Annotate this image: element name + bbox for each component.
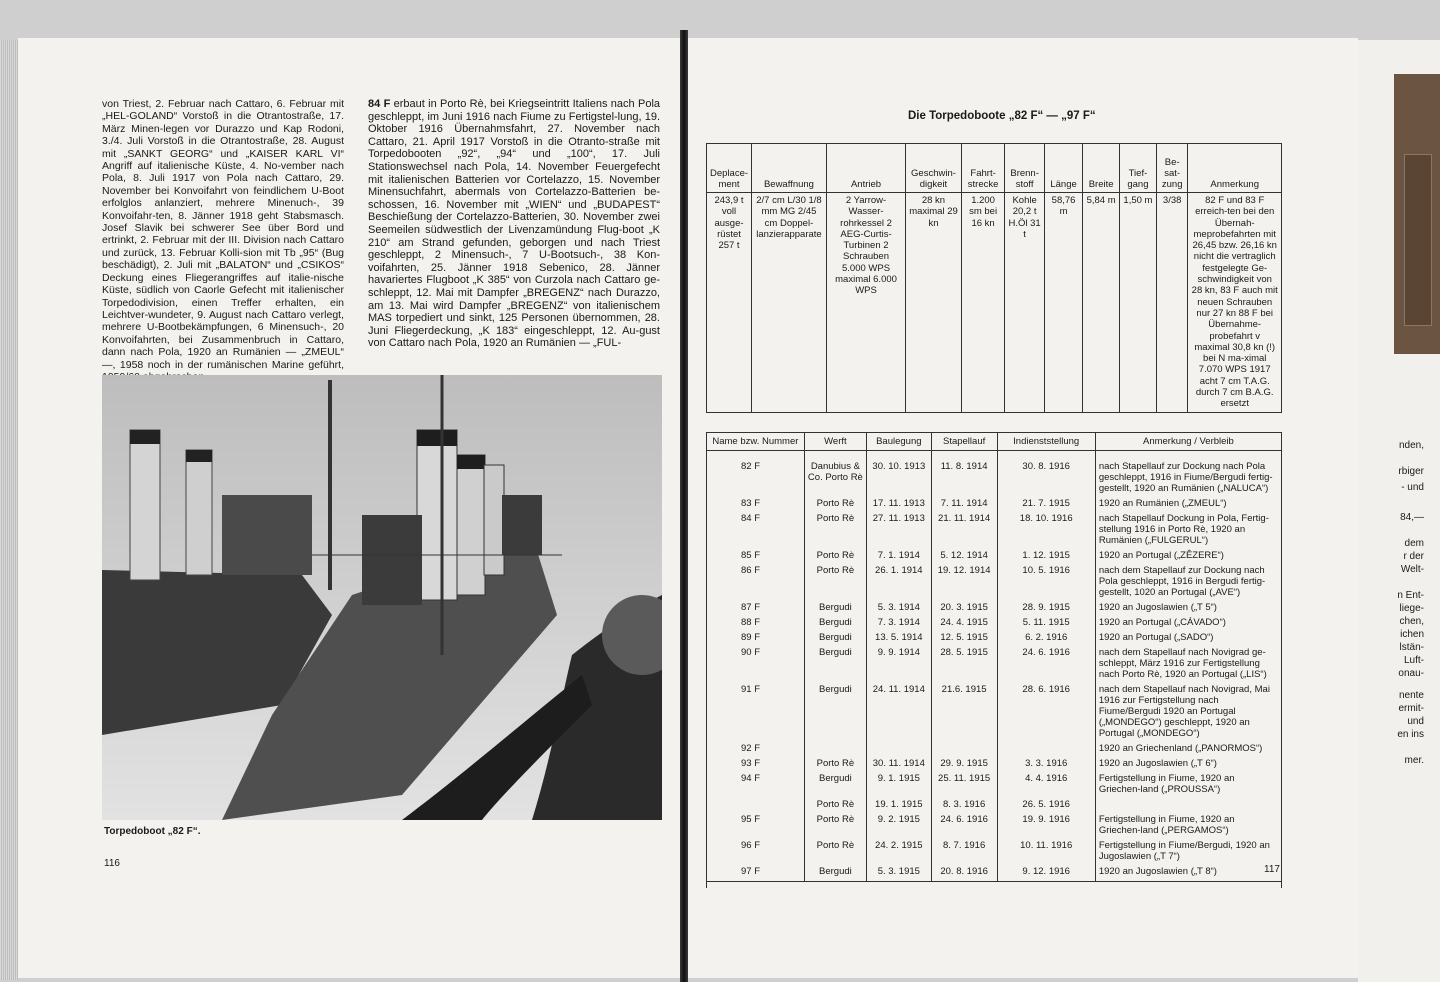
ships-header-cell: Baulegung <box>866 433 931 451</box>
ships-cell: nach Stapellauf Dockung in Pola, Fertig-stellung 1916 in Porto Rè, 1920 an Rumänien („FULGERUL“) <box>1095 513 1281 550</box>
col1-paragraph: von Triest, 2. Februar nach Cattaro, 6. Februar mit „HEL-GOLAND“ Vorstoß in die Otrantostraße, 17. März Minen-legen vor Durazzo und Kap Rodoni, 3./4. Juli Vorstoß in die Otrantostraße, 28. August mit „SANKT GEORG“ und „KAISER KARL VI“ Angriff auf italienische Küste, 4. No-vember nach Pola, 8. Juli 1917 von Pola nach Cattaro, 29. November bei Konvoifahrt von feindlichem U-Boot erfolglos anlanziert, mehrere Minenuch-, 39 Konvoifahr-ten, 8. Jänner 1918 geht Stabsmasch. Josef Slavik bei schwerer See über Bord und ertrinkt, 2. Februar mit der III. Division nach Cattaro und zurück, 13. Februar Kolli-sion mit Tb „95“ (Bug beschädigt), 2. Juli mit „BALATON“ und „CSIKOS“ Deckung eines Fliegerangriffes auf italie-nische Küste, südlich von Caorle Gefecht mit italienischer Torpedodivision, einen Treffer erhalten, ein Leichtver-wundeter, 9. August nach Cattaro verlegt, mehrere U-Bootbekämpfungen, 6 Minensuch-, 20 Konvoifahrten, bei Zusammenbruch in Cattaro, dann nach Pola, 1920 an Rumänien — „ZMEUL“ —, 1958 noch in der rumänischen Marine geführt, <box>102 98 344 371</box>
book-gutter <box>680 30 688 982</box>
ships-cell: 24. 4. 1915 <box>931 617 997 632</box>
ships-cell: 85 F <box>707 550 805 565</box>
ships-header-row <box>707 433 1282 451</box>
ships-cell: 84 F <box>707 513 805 550</box>
ships-cell: 5. 12. 1914 <box>931 550 997 565</box>
ships-cell: 9. 2. 1915 <box>866 814 931 840</box>
ships-cell: 26. 5. 1916 <box>997 799 1095 814</box>
ships-cell: 30. 11. 1914 <box>866 758 931 773</box>
spec-cell: 1,50 m <box>1119 193 1156 413</box>
table-row <box>707 550 1282 565</box>
ships-cell: 24. 6. 1916 <box>997 647 1095 684</box>
right-column-text <box>368 98 660 350</box>
ships-cell: 18. 10. 1916 <box>997 513 1095 550</box>
spec-header-row <box>707 144 1282 193</box>
next-page-fragment: liege- <box>1399 603 1424 614</box>
ships-cell: Porto Rè <box>804 565 866 602</box>
ships-cell: 4. 4. 1916 <box>997 773 1095 799</box>
spec-cell: 28 kn maximal 29 kn <box>906 193 962 413</box>
table-row <box>707 647 1282 684</box>
ships-cell: Fertigstellung in Fiume, 1920 an Griechen-land („PROUSSA“) <box>1095 773 1281 799</box>
spec-header-cell: Be-sat-zung <box>1156 144 1187 193</box>
ships-cell <box>997 743 1095 758</box>
ships-cell: 7. 3. 1914 <box>866 617 931 632</box>
ships-cell: 94 F <box>707 773 805 799</box>
ships-cell: 19. 1. 1915 <box>866 799 931 814</box>
ships-cell: 90 F <box>707 647 805 684</box>
table-row <box>707 814 1282 840</box>
ships-cell: nach dem Stapellauf nach Novigrad, Mai 1916 zur Fertigstellung nach Fiume/Bergudi 1920 an Portugal („MONDEGO“) geschleppt, 1920 an Portugal („MONDEGO“) <box>1095 684 1281 743</box>
ships-cell: 1920 an Portugal („SADO“) <box>1095 632 1281 647</box>
ships-cell: 1920 an Portugal („CÁVADO“) <box>1095 617 1281 632</box>
next-page-fragment: Welt- <box>1400 564 1424 575</box>
ships-cell: 7. 11. 1914 <box>931 498 997 513</box>
spec-data-row <box>707 193 1282 413</box>
ships-cell: 9. 1. 1915 <box>866 773 931 799</box>
spec-cell: 1.200 sm bei 16 kn <box>961 193 1005 413</box>
next-page-fragment: - und <box>1401 482 1424 493</box>
table-row <box>707 565 1282 602</box>
spec-cell: 5,84 m <box>1083 193 1120 413</box>
ships-cell: 12. 5. 1915 <box>931 632 997 647</box>
ships-cell: Porto Rè <box>804 758 866 773</box>
spec-header-cell: Deplace-ment <box>707 144 752 193</box>
ships-cell: Porto Rè <box>804 550 866 565</box>
ships-header-cell: Indienststellung <box>997 433 1095 451</box>
ships-cell: 24. 11. 1914 <box>866 684 931 743</box>
next-page-fragment: ermit- <box>1398 703 1424 714</box>
next-page-fragment: nden, <box>1398 440 1424 451</box>
next-page-fragment: ichen <box>1400 629 1424 640</box>
ships-cell: 25. 11. 1915 <box>931 773 997 799</box>
ships-cell: 8. 7. 1916 <box>931 840 997 866</box>
ships-cell: Porto Rè <box>804 513 866 550</box>
ships-cell: 91 F <box>707 684 805 743</box>
ships-cell: 5. 11. 1915 <box>997 617 1095 632</box>
spec-cell: 2 Yarrow-Wasser-rohrkessel 2 AEG-Curtis-Turbinen 2 Schrauben 5.000 WPS maximal 6.000 WPS <box>826 193 905 413</box>
next-page-tab <box>1394 74 1440 354</box>
table-row <box>707 799 1282 814</box>
ships-cell: Bergudi <box>804 647 866 684</box>
torpedo-boat-photo <box>102 375 662 820</box>
ships-header-cell: Name bzw. Nummer <box>707 433 805 451</box>
ships-cell: 20. 3. 1915 <box>931 602 997 617</box>
ships-cell: 29. 9. 1915 <box>931 758 997 773</box>
ships-cell: Bergudi <box>804 617 866 632</box>
spec-header-cell: Länge <box>1044 144 1082 193</box>
ships-cell: Bergudi <box>804 773 866 799</box>
page-number-left: 116 <box>104 858 120 869</box>
next-page-fragment: 84,— <box>1400 512 1424 523</box>
ships-cell: 10. 5. 1916 <box>997 565 1095 602</box>
next-page-fragment: dem <box>1404 538 1424 549</box>
next-page-fragment: rbiger <box>1398 466 1424 477</box>
ships-cell: 24. 6. 1916 <box>931 814 997 840</box>
next-page-fragment: onau- <box>1398 668 1424 679</box>
next-page-fragment: en ins <box>1397 729 1424 740</box>
next-page-fragment: r der <box>1403 551 1424 562</box>
ships-cell: 96 F <box>707 840 805 866</box>
ships-cell <box>804 743 866 758</box>
photo-illustration <box>102 375 662 820</box>
spec-header-cell: Antrieb <box>826 144 905 193</box>
ships-cell: 89 F <box>707 632 805 647</box>
table-row <box>707 602 1282 617</box>
ships-cell: 21. 7. 1915 <box>997 498 1095 513</box>
ships-cell: Danubius & Co. Porto Rè <box>804 451 866 499</box>
next-page-fragment: Luft- <box>1403 655 1424 666</box>
ships-cell: Porto Rè <box>804 498 866 513</box>
ships-cell: 28. 6. 1916 <box>997 684 1095 743</box>
spec-cell: 58,76 m <box>1044 193 1082 413</box>
table-row <box>707 632 1282 647</box>
spec-header-cell: Breite <box>1083 144 1120 193</box>
ships-cell: 1. 12. 1915 <box>997 550 1095 565</box>
ships-cell: 19. 9. 1916 <box>997 814 1095 840</box>
spec-header-cell: Geschwin-digkeit <box>906 144 962 193</box>
table-row <box>707 617 1282 632</box>
ships-cell <box>866 743 931 758</box>
ships-cell: nach Stapellauf zur Dockung nach Pola geschleppt, 1916 in Fiume/Bergudi fertig-gestellt, 1920 an Rumänien („NALUCA“) <box>1095 451 1281 499</box>
ships-table <box>706 432 1282 888</box>
table-row <box>707 866 1282 882</box>
spec-cell: 2/7 cm L/30 1/8 mm MG 2/45 cm Doppel-lanzierapparate <box>752 193 827 413</box>
table-row <box>707 743 1282 758</box>
ships-cell: 10. 11. 1916 <box>997 840 1095 866</box>
ships-cell: 93 F <box>707 758 805 773</box>
ships-cell: 30. 10. 1913 <box>866 451 931 499</box>
next-page-fragment: nente <box>1398 690 1424 701</box>
ships-cell: 97 F <box>707 866 805 882</box>
book-edge <box>0 40 18 980</box>
spec-cell: 243,9 t voll ausge-rüstet 257 t <box>707 193 752 413</box>
spec-header-cell: Bewaffnung <box>752 144 827 193</box>
ships-cell: 28. 5. 1915 <box>931 647 997 684</box>
ships-cell: 95 F <box>707 814 805 840</box>
col2-body: erbaut in Porto Rè, bei Kriegseintritt Italiens nach Pola geschleppt, im Juni 1916 nach Fiume zu Fertigstel-lung, 19. Oktober 1916 Übernahmsfahrt, 27. November nach Cattaro, 21. April 1917 Vorstoß in die Otranto-straße mit Torpedobooten „92“, „94“ und „100“, 17. Juli Stationswechsel nach Pola, 14. November Feuergefecht mit italienischen Batterien vor Cortelazzo, 15. November Minensuchfahrt, abermals von Cortelazzo-Batterien be-schossen, 16. November mit „WIEN“ und „BUDAPEST“ Beschießung der Cortelazzo-Batterien, 30. November zwei Seemeilen südwestlich der Livenzamündung Flug-boot „K 210“ am Strand gefunden, geborgen und nach Triest geschleppt, 2 Minensuch-, 7 U-Bootsuch-, 38 Kon-voifahrten, 25. Jänner 1918 Sebenico, 28. Jänner havariertes Flugboot „K 385“ von Curzola nach Cattaro ge-schleppt, 12. Mai mit Dampfer „BREGENZ“ nach Durazzo, am 13. Mai wird Dampfer „BREGENZ“ von italienischem MAS torpediert und sinkt, 125 Personen übernommen, 28. Juni Fliegerdeckung, „K 183“ eingeschleppt, 12. Au-gust von Cattaro nach Pola, 1920 an Rumänien — „FUL- <box>368 98 661 350</box>
ships-cell <box>931 743 997 758</box>
table-row <box>707 773 1282 799</box>
spec-table <box>706 143 1282 413</box>
ships-cell: nach dem Stapellauf nach Novigrad ge-schleppt, März 1916 zur Fertigstellung nach Porto Rè, 1920 an Portugal („LIS“) <box>1095 647 1281 684</box>
ships-cell: Bergudi <box>804 602 866 617</box>
table-row <box>707 684 1282 743</box>
ships-cell <box>707 799 805 814</box>
ships-cell: 1920 an Jugoslawien („T 6“) <box>1095 758 1281 773</box>
table-row <box>707 513 1282 550</box>
ships-cell: 24. 2. 1915 <box>866 840 931 866</box>
ships-cell: 13. 5. 1914 <box>866 632 931 647</box>
ships-cell: Bergudi <box>804 684 866 743</box>
ships-cell: 82 F <box>707 451 805 499</box>
ships-cell: Fertigstellung in Fiume, 1920 an Griechen-land („PERGAMOS“) <box>1095 814 1281 840</box>
ships-cell: 9. 12. 1916 <box>997 866 1095 882</box>
spec-header-cell: Brenn-stoff <box>1005 144 1044 193</box>
ships-cell: nach dem Stapellauf zur Dockung nach Pola geschleppt, 1916 in Bergudi fertig-gestellt, 1020 an Portugal („AVE“) <box>1095 565 1281 602</box>
ships-cell: 9. 9. 1914 <box>866 647 931 684</box>
ships-cell: 5. 3. 1915 <box>866 866 931 882</box>
photo-caption: Torpedoboot „82 F“. <box>104 826 201 837</box>
ships-cell: 3. 3. 1916 <box>997 758 1095 773</box>
boat-lead: 84 F <box>368 98 391 110</box>
table-row <box>707 498 1282 513</box>
ships-cell: 8. 3. 1916 <box>931 799 997 814</box>
table-row <box>707 451 1282 499</box>
ships-cell: 87 F <box>707 602 805 617</box>
spec-cell: Kohle 20,2 t H.Öl 31 t <box>1005 193 1044 413</box>
spec-header-cell: Tief-gang <box>1119 144 1156 193</box>
ships-cell: Porto Rè <box>804 814 866 840</box>
ships-cell: 1920 an Jugoslawien („T 8“) <box>1095 866 1281 882</box>
ships-cell: 5. 3. 1914 <box>866 602 931 617</box>
ships-cell: 7. 1. 1914 <box>866 550 931 565</box>
ships-body <box>707 451 1282 882</box>
ships-cell: Bergudi <box>804 632 866 647</box>
ships-cell: Porto Rè <box>804 799 866 814</box>
ships-header-cell: Stapellauf <box>931 433 997 451</box>
page-number-right: 117 <box>1264 864 1280 875</box>
ships-cell: 19. 12. 1914 <box>931 565 997 602</box>
ships-cell: Bergudi <box>804 866 866 882</box>
ships-cell: 6. 2. 1916 <box>997 632 1095 647</box>
ships-header-cell: Anmerkung / Verbleib <box>1095 433 1281 451</box>
ships-cell: 11. 8. 1914 <box>931 451 997 499</box>
ships-cell: 21.6. 1915 <box>931 684 997 743</box>
next-page-fragment: und <box>1407 716 1424 727</box>
ships-header-cell: Werft <box>804 433 866 451</box>
ships-cell: 1920 an Portugal („ZÊZERE“) <box>1095 550 1281 565</box>
ships-cell: 1920 an Griechenland („PANORMOS“) <box>1095 743 1281 758</box>
ships-cell: 30. 8. 1916 <box>997 451 1095 499</box>
ships-cell: 27. 11. 1913 <box>866 513 931 550</box>
next-page-fragment: lstän- <box>1399 642 1424 653</box>
ships-cell: 86 F <box>707 565 805 602</box>
ships-cell: 83 F <box>707 498 805 513</box>
left-column-text <box>102 98 344 383</box>
spec-header-cell: Fahrt-strecke <box>961 144 1005 193</box>
next-page-fragment: mer. <box>1404 755 1424 766</box>
ships-footer <box>707 882 1282 889</box>
ships-cell: 26. 1. 1914 <box>866 565 931 602</box>
page-title: Die Torpedoboote „82 F“ — „97 F“ <box>908 110 1096 122</box>
ships-cell: 20. 8. 1916 <box>931 866 997 882</box>
table-row <box>707 840 1282 866</box>
col2-paragraph <box>368 98 660 350</box>
ships-cell: 88 F <box>707 617 805 632</box>
ships-cell: Fertigstellung in Fiume/Bergudi, 1920 an Jugoslawien („T 7“) <box>1095 840 1281 866</box>
ships-cell <box>1095 799 1281 814</box>
tab-box <box>1404 154 1432 326</box>
table-row <box>707 758 1282 773</box>
ships-cell: 92 F <box>707 743 805 758</box>
spec-cell: 3/38 <box>1156 193 1187 413</box>
ships-cell: Porto Rè <box>804 840 866 866</box>
next-page-fragment: chen, <box>1399 616 1424 627</box>
next-page-fragment: n Ent- <box>1397 590 1424 601</box>
spec-header-cell: Anmerkung <box>1188 144 1282 193</box>
ships-cell: 21. 11. 1914 <box>931 513 997 550</box>
ships-cell: 28. 9. 1915 <box>997 602 1095 617</box>
ships-cell: 1920 an Jugoslawien („T 5“) <box>1095 602 1281 617</box>
spec-cell: 82 F und 83 F erreich-ten bei den Übernah-meprobefahrten mit 26,45 bzw. 26,16 kn nicht die vertraglich festgelegte Ge-schwindigkeit von 28 kn, 83 F auch mit neuen Schrauben nur 27 kn 88 F bei Übernahme-probefahrt v maximal 30,8 kn (!) bei N ma-ximal 7.070 WPS 1917 acht 7 cm T.A.G. durch 7 cm B.A.G. ersetzt <box>1188 193 1282 413</box>
ships-cell: 1920 an Rumänien („ZMEUL“) <box>1095 498 1281 513</box>
ships-cell: 17. 11. 1913 <box>866 498 931 513</box>
